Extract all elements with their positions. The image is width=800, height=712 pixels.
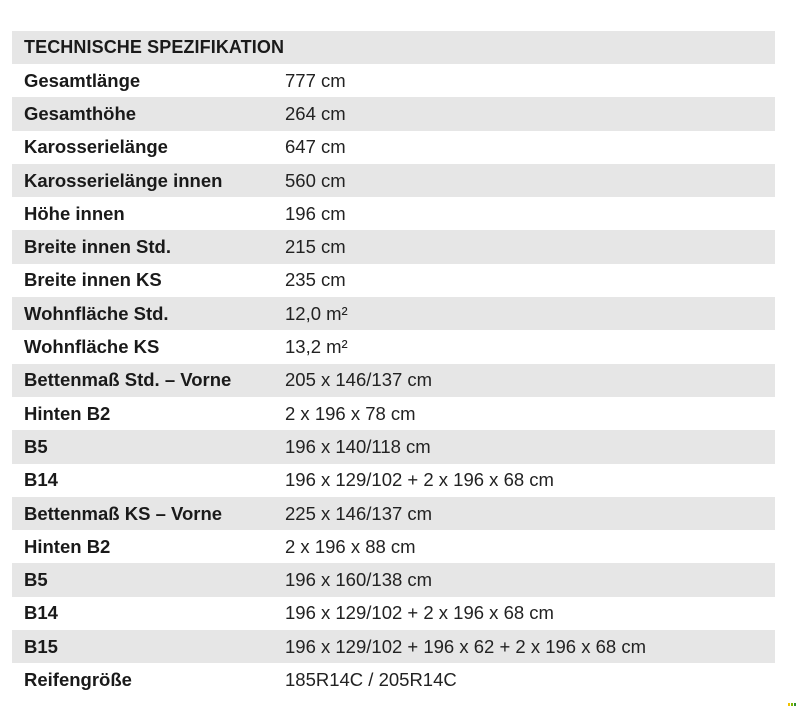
spec-row: [12, 330, 775, 363]
spec-value: 2 x 196 x 78 cm: [285, 402, 416, 424]
spec-rows: [12, 64, 775, 697]
spec-row: [12, 97, 775, 130]
spec-row: [12, 497, 775, 530]
spec-value: 235 cm: [285, 269, 346, 291]
spec-row: [12, 230, 775, 263]
spec-label: Bettenmaß KS – Vorne: [24, 502, 223, 524]
spec-row: [12, 131, 775, 164]
spec-value: 196 cm: [285, 202, 346, 224]
spec-label: Gesamthöhe: [24, 102, 137, 124]
spec-value: 2 x 196 x 88 cm: [285, 535, 416, 557]
spec-value: 196 x 129/102 + 196 x 62 + 2 x 196 x 68 cm: [285, 635, 647, 657]
spec-label: B5: [24, 435, 48, 457]
spec-table: [12, 31, 775, 697]
corner-logo-icon: [788, 703, 796, 706]
spec-label: Wohnfläche KS: [24, 336, 160, 358]
corner-logo-bar: [791, 703, 793, 706]
spec-value: 196 x 129/102 + 2 x 196 x 68 cm: [285, 469, 554, 491]
spec-value: 196 x 129/102 + 2 x 196 x 68 cm: [285, 602, 554, 624]
spec-table-title: TECHNISCHE SPEZIFIKATION: [12, 31, 775, 64]
spec-row: [12, 563, 775, 596]
spec-row: [12, 430, 775, 463]
spec-value: 215 cm: [285, 236, 346, 258]
spec-row: [12, 397, 775, 430]
spec-label: Reifengröße: [24, 668, 132, 690]
spec-row: [12, 164, 775, 197]
spec-label: Breite innen KS: [24, 269, 162, 291]
spec-label: Karosserielänge: [24, 136, 168, 158]
spec-value: 264 cm: [285, 102, 346, 124]
spec-label: B15: [24, 635, 58, 657]
spec-label: Gesamtlänge: [24, 69, 141, 91]
spec-value: 196 x 140/118 cm: [285, 435, 431, 457]
spec-label: Hinten B2: [24, 402, 111, 424]
spec-label: Breite innen Std.: [24, 236, 171, 258]
spec-row: [12, 264, 775, 297]
spec-value: 185R14C / 205R14C: [285, 668, 457, 690]
spec-value: 13,2 m²: [285, 336, 348, 358]
spec-row: [12, 597, 775, 630]
spec-value: 196 x 160/138 cm: [285, 569, 433, 591]
spec-label: B14: [24, 602, 58, 624]
spec-value: 225 x 146/137 cm: [285, 502, 433, 524]
spec-value: 560 cm: [285, 169, 346, 191]
spec-row: [12, 364, 775, 397]
spec-value: 647 cm: [285, 136, 346, 158]
spec-row: [12, 197, 775, 230]
spec-label: Höhe innen: [24, 202, 125, 224]
spec-label: Hinten B2: [24, 535, 111, 557]
spec-label: Bettenmaß Std. – Vorne: [24, 369, 232, 391]
corner-logo-bar: [788, 703, 790, 706]
spec-row: [12, 530, 775, 563]
spec-row: [12, 297, 775, 330]
spec-label: Wohnfläche Std.: [24, 302, 169, 324]
spec-label: B5: [24, 569, 48, 591]
spec-value: 12,0 m²: [285, 302, 348, 324]
spec-row: [12, 630, 775, 663]
spec-label: Karosserielänge innen: [24, 169, 223, 191]
spec-value: 205 x 146/137 cm: [285, 369, 433, 391]
spec-row: [12, 64, 775, 97]
corner-logo-bar: [794, 703, 796, 706]
spec-row: [12, 464, 775, 497]
spec-value: 777 cm: [285, 69, 346, 91]
spec-label: B14: [24, 469, 58, 491]
spec-row: [12, 663, 775, 696]
